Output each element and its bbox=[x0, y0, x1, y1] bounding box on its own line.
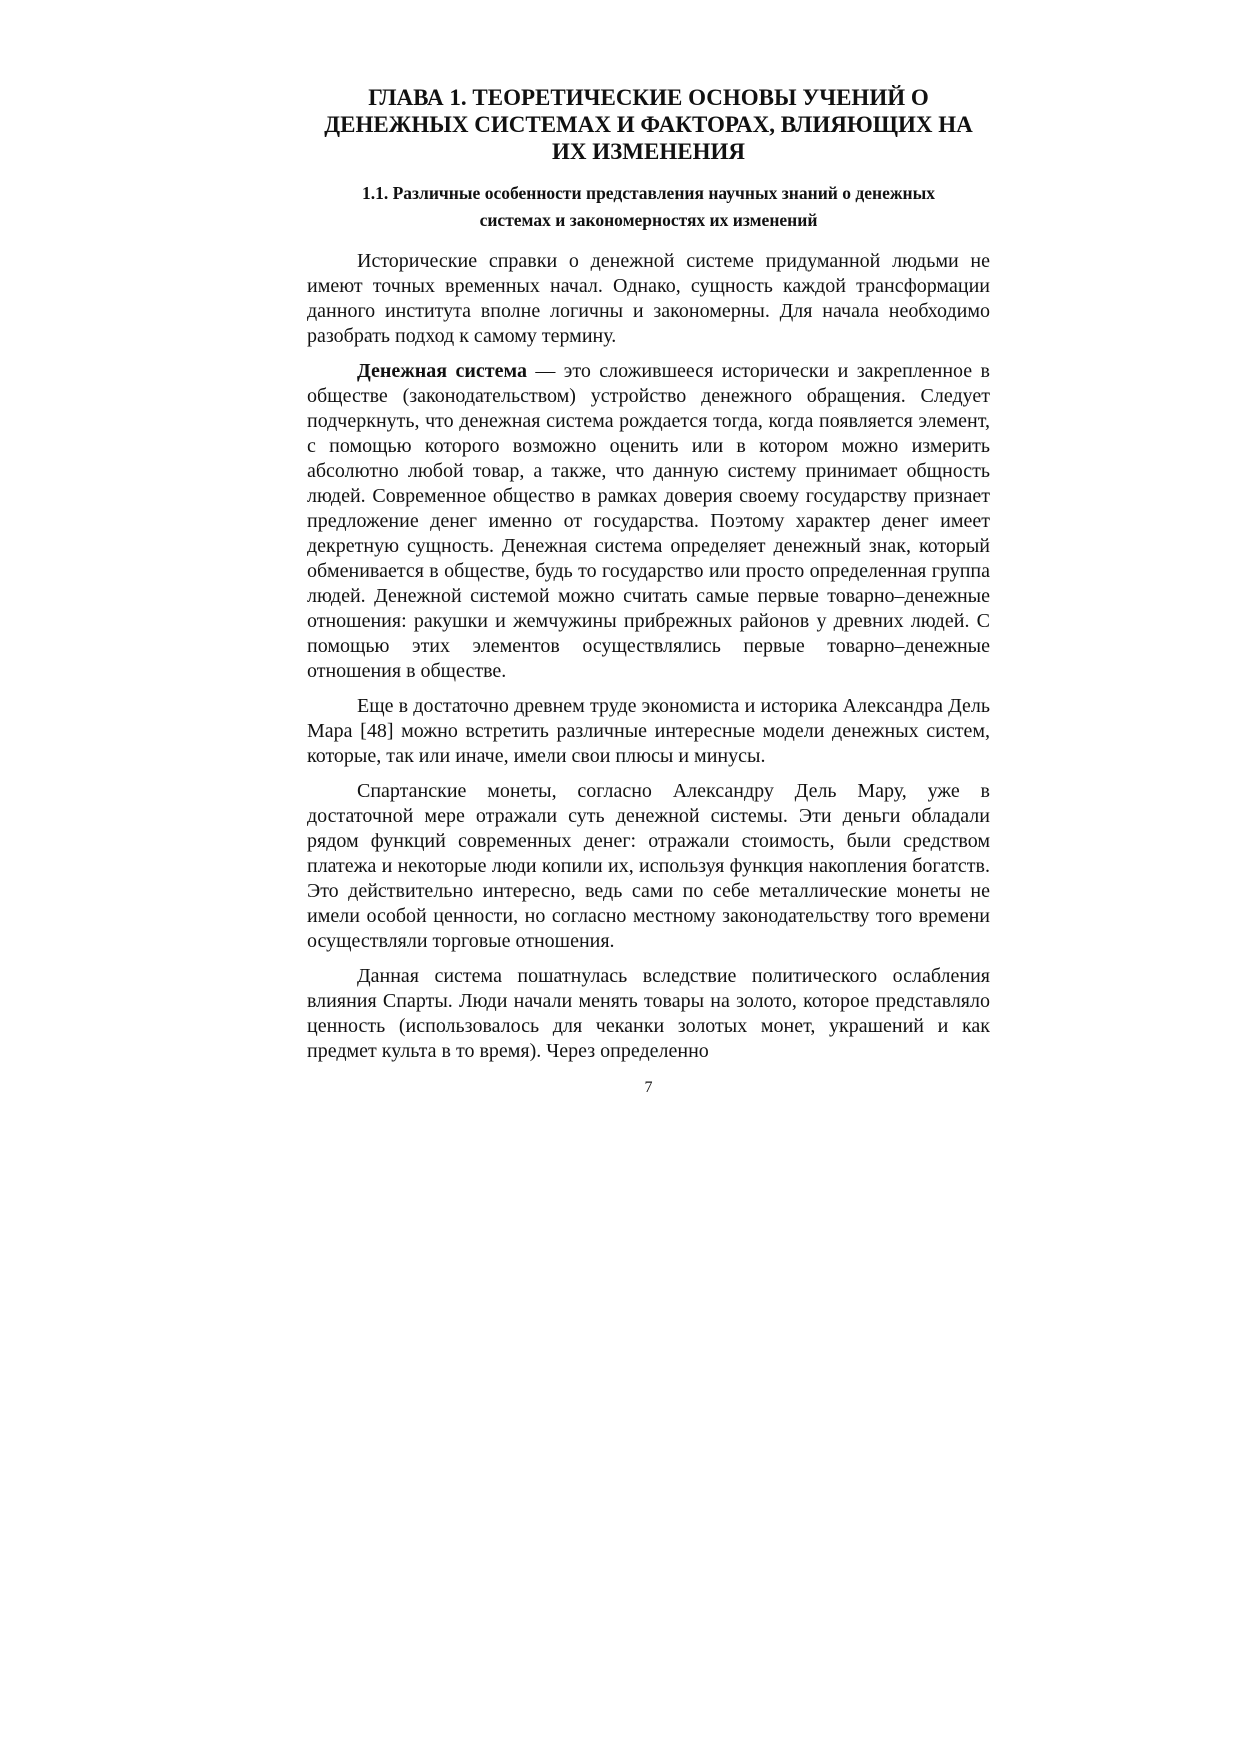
chapter-title-line: ДЕНЕЖНЫХ СИСТЕМАХ И ФАКТОРАХ, ВЛИЯЮЩИХ НА bbox=[324, 112, 973, 137]
defined-term: Денежная система bbox=[357, 360, 527, 382]
paragraph-4: Спартанские монеты, согласно Александру Дель Мару, уже в достаточной мере отражали суть денежной системы. Эти деньги обладали рядом функций современных денег: отражали стоимость, были средством платежа и некоторые люди копили их, используя функция накопления богатств. Это действительно интересно, ведь сами по себе металлические монеты не имели особой ценности, но согласно местному законодательству того времени осуществляли торговые отношения. bbox=[307, 780, 990, 952]
paragraph-5: Данная система пошатнулась вследствие политического ослабления влияния Спарты. Люди начали менять товары на золото, которое представляло ценность (использовалось для чеканки золотых монет, украшений и как предмет культа в то время). Через определенно bbox=[307, 965, 990, 1062]
paragraph-2-text: — это сложившееся исторически и закрепленное в обществе (законодательством) устройство денежного обращения. Следует подчеркнуть, что денежная система рождается тогда, когда появляется элемент, с помощью которого возможно оценить или в котором можно измерить абсолютно любой товар, а также, что данную систему принимает общность людей. Современное общество в рамках доверия своему государству признает предложение денег именно от государства. Поэтому характер денег имеет декретную сущность. Денежная система определяет денежный знак, который обменивается в обществе, будь то государство или просто определенная группа людей. Денежной системой можно считать самые первые товарно–денежные отношения: ракушки и жемчужины прибрежных районов у древних людей. С помощью этих элементов осуществлялись первые товарно–денежные отношения в обществе. bbox=[307, 360, 990, 682]
paragraph-2 bbox=[307, 359, 990, 684]
section-title bbox=[307, 180, 990, 234]
section-title-line: системах и закономерностях их изменений bbox=[479, 210, 818, 230]
body-text bbox=[307, 249, 990, 1064]
chapter-title bbox=[307, 84, 990, 165]
paragraph-3: Еще в достаточно древнем труде экономиста и историка Александра Дель Мара [48] можно встретить различные интересные модели денежных систем, которые, так или иначе, имели свои плюсы и минусы. bbox=[307, 695, 990, 767]
page-number: 7 bbox=[644, 1079, 653, 1096]
paragraph-1: Исторические справки о денежной системе придуманной людьми не имеют точных временных начал. Однако, сущность каждой трансформации данного института вполне логичны и закономерны. Для начала необходимо разобрать подход к самому термину. bbox=[307, 250, 990, 347]
chapter-title-line: ГЛАВА 1. ТЕОРЕТИЧЕСКИЕ ОСНОВЫ УЧЕНИЙ О bbox=[368, 85, 929, 110]
section-title-line: 1.1. Различные особенности представления научных знаний о денежных bbox=[361, 183, 936, 203]
chapter-title-line: ИХ ИЗМЕНЕНИЯ bbox=[552, 139, 745, 164]
document-page bbox=[307, 84, 990, 1098]
